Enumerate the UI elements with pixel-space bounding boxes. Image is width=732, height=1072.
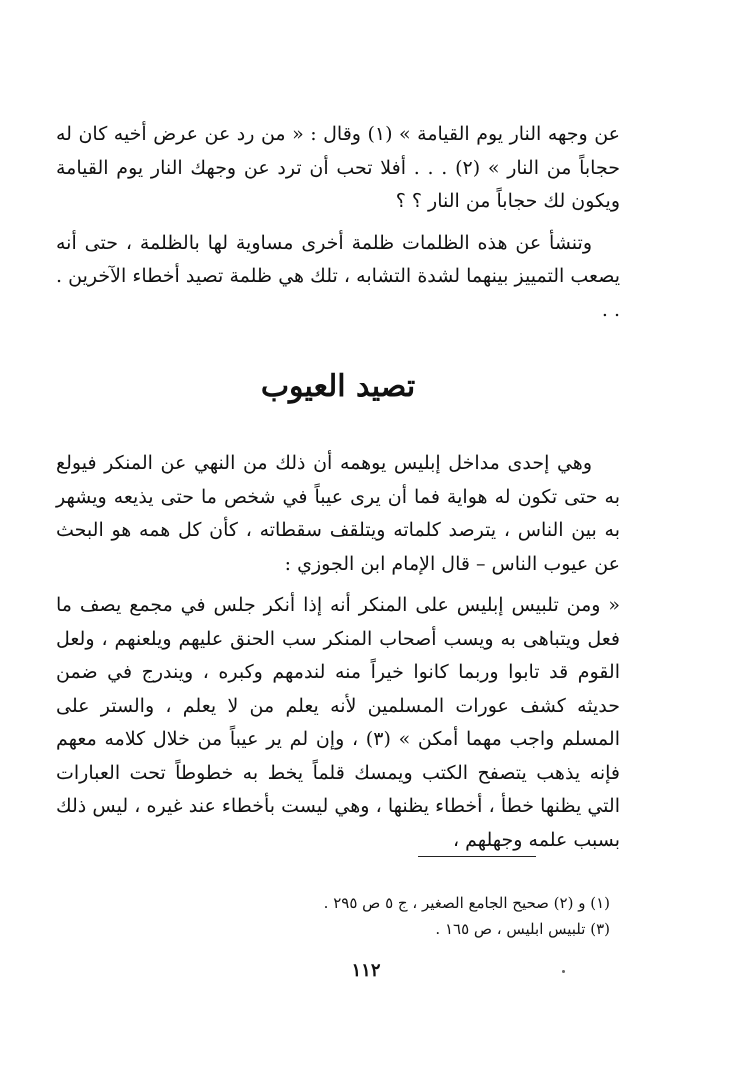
paragraph-2: وتنشأ عن هذه الظلمات ظلمة أخرى مساوية لها بالظلمة ، حتى أنه يصعب التمييز بينهما لشدة التشابه ، تلك هي ظلمة تصيد أخطاء الآخرين . . . — [56, 231, 620, 321]
footnote-divider — [418, 856, 536, 857]
paragraph-3: وهي إحدى مداخل إبليس يوهمه أن ذلك من النهي عن المنكر فيولع به حتى تكون له هواية فما أن يرى عيباً في شخص ما حتى يذيعه ويشهر به بين الناس ، يترصد كلماته ويتلقف سقطاته ، كأن كل همه هو البحث عن عيوب الناس – قال الإمام ابن الجوزي : — [56, 452, 620, 575]
quote-paragraph: « ومن تلبيس إبليس على المنكر أنه إذا أنكر جلس في مجمع يصف ما فعل ويتباهى به ويسب أصحاب المنكر سب الحنق عليهم ويلعنهم ، ولعل القوم قد تابوا وربما كانوا خيراً منه لندمهم وكبره ، ويندرج في ضمن حديثه كشف عورات المسلمين لأنه يعلم من لا يعلم ، والستر على المسلم واجب مهما أمكن » (٣) ، وإن لم ير عيباً من خلال كلامه معهم فإنه يذهب يتصفح الكتب ويمسك قلماً يخط به خطوطاً تحت العبارات التي يظنها خطأ ، أخطاء يظنها ، وهي ليست بأخطاء عند غيره ، ليس ذلك بسبب علمه وجهلهم ، — [56, 594, 621, 851]
paragraph-1: عن وجهه النار يوم القيامة » (١) وقال : « من رد عن عرض أخيه كان له حجاباً من النار » (٢) . . . أفلا تحب أن ترد عن وجهك النار يوم القيامة ويكون لك حجاباً من النار ؟ ؟ — [56, 123, 620, 212]
section-title: تصيد العيوب — [260, 369, 416, 404]
footnotes — [150, 890, 610, 942]
footnote-1: (١) و (٢) صحيح الجامع الصغير ، ج ٥ ص ٢٩٥ . — [323, 894, 610, 912]
page-body — [56, 118, 620, 857]
footnote-2: (٣) تلبيس ابليس ، ص ١٦٥ . — [435, 920, 610, 938]
scan-speck — [562, 970, 565, 973]
page-number: ١١٢ — [351, 960, 381, 981]
